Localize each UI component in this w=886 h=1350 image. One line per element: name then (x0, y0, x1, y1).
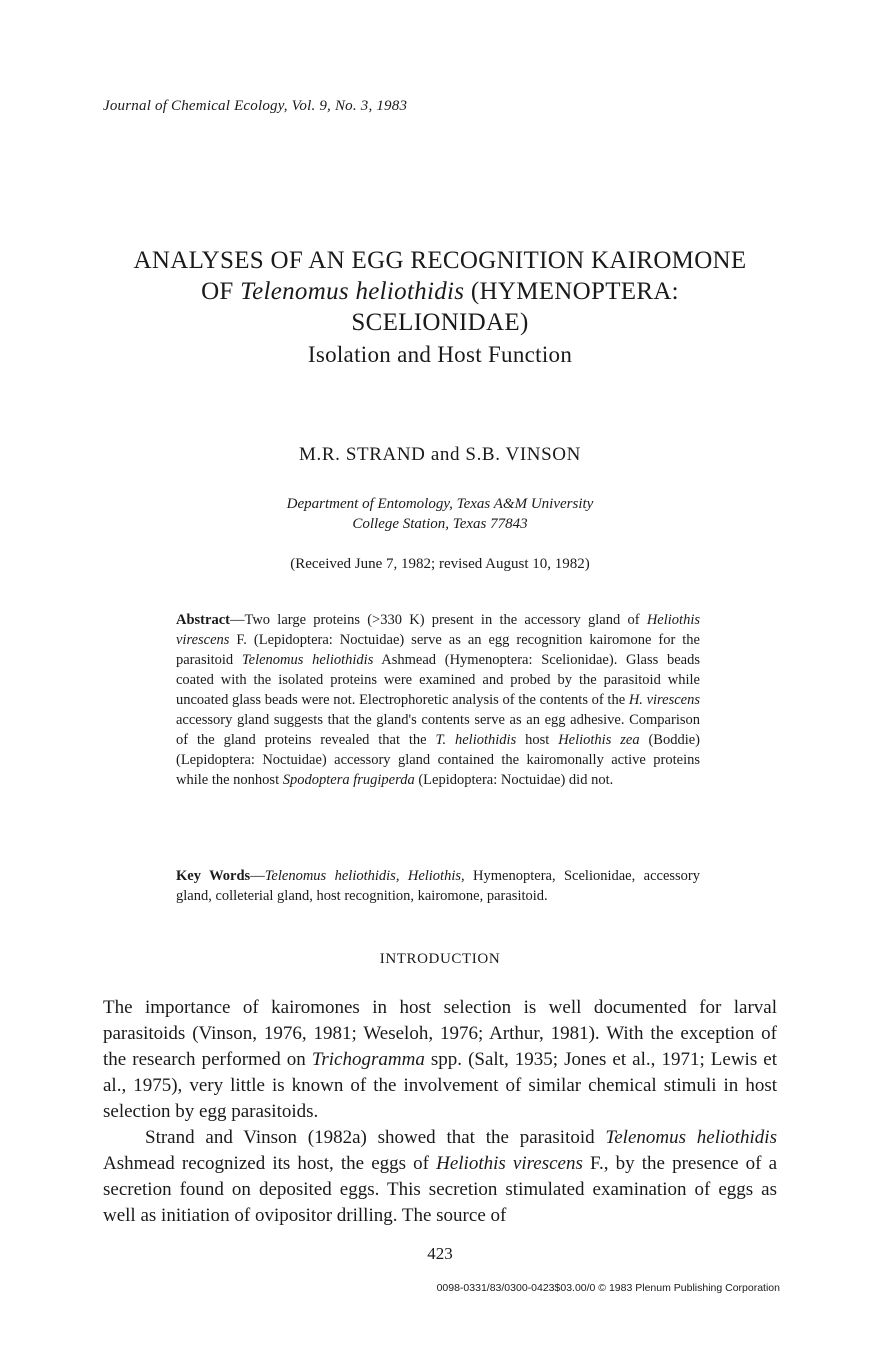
article-subtitle: Isolation and Host Function (307, 342, 573, 367)
abstract-text: F. (Lepidoptera: Noctuidae) serve as an egg recognition kairomone for the parasitoid (176, 632, 700, 668)
affiliation-line-2: College Station, Texas 77843 (352, 516, 528, 532)
paragraph-text: Strand and Vinson (1982a) showed that the parasitoid (145, 1127, 606, 1148)
paragraph-species: Telenomus heliothidis (605, 1127, 777, 1148)
abstract-species: Heliothis zea (558, 732, 640, 748)
abstract-species: Spodoptera frugiperda (282, 772, 415, 788)
article-title (60, 245, 820, 370)
abstract-text: host (516, 732, 559, 748)
introduction-body (103, 995, 777, 1229)
journal-citation: Journal of Chemical Ecology, Vol. 9, No. 3, 1983 (103, 98, 408, 114)
page-number: 423 (427, 1244, 453, 1263)
affiliation-line-1: Department of Entomology, Texas A&M University (286, 496, 594, 512)
title-line-2-prefix: OF (201, 278, 241, 305)
abstract-species: Heliothis virescens (176, 612, 700, 648)
abstract (176, 610, 700, 790)
key-words-dash: — (250, 868, 265, 884)
key-words-label: Key Words (176, 868, 251, 884)
paragraph-text: Ashmead recognized its host, the eggs of (103, 1153, 437, 1174)
affiliation (0, 494, 880, 534)
paragraph-text: F., by the presence of a secretion found on deposited eggs. This secretion stimulated examination of eggs as well as initiation of ovipositor drilling. The source of (103, 1153, 777, 1226)
abstract-text: —Two large proteins (>330 K) present in the accessory gland of (229, 612, 647, 628)
abstract-species: Telenomus heliothidis (241, 652, 374, 668)
authors: M.R. STRAND and S.B. VINSON (299, 444, 581, 465)
section-heading: INTRODUCTION (379, 951, 501, 967)
abstract-text: Ashmead (Hymenoptera: Scelionidae). Glass beads coated with the isolated proteins were examined and probed by the parasitoid while uncoated glass beads were not. Electrophoretic analysis of the contents of the (176, 652, 700, 708)
title-line-1: ANALYSES OF AN EGG RECOGNITION KAIROMONE (133, 247, 747, 274)
paragraph (103, 995, 777, 1125)
copyright-footer: 0098-0331/83/0300-0423$03.00/0 © 1983 Plenum Publishing Corporation (436, 1282, 780, 1294)
title-line-2-suffix: (HYMENOPTERA: (464, 278, 679, 305)
abstract-text: accessory gland suggests that the gland's contents serve as an egg adhesive. Comparison of the gland proteins revealed that the (176, 712, 700, 748)
title-line-2 (60, 276, 820, 307)
key-words-text: Hymenoptera, Scelionidae, accessory gland, colleterial gland, host recognition, kairomone, parasitoid. (176, 868, 701, 904)
abstract-label: Abstract (176, 612, 230, 628)
abstract-text: (Boddie) (Lepidoptera: Noctuidae) accessory gland contained the kairomonally active proteins while the nonhost (176, 732, 701, 788)
paragraph-text: spp. (Salt, 1935; Jones et al., 1971; Lewis et al., 1975), very little is known of the involvement of similar chemical stimuli in host selection by egg parasitoids. (103, 1049, 777, 1122)
key-words-species: Telenomus heliothidis, Heliothis, (264, 868, 465, 884)
abstract-species: H. virescens (628, 692, 700, 708)
abstract-species: T. heliothidis (435, 732, 517, 748)
title-species: Telenomus heliothidis (240, 278, 465, 305)
abstract-text: (Lepidoptera: Noctuidae) did not. (414, 772, 614, 788)
key-words (176, 866, 700, 906)
paragraph (103, 1125, 777, 1229)
received-dates: (Received June 7, 1982; revised August 10, 1982) (290, 556, 590, 572)
title-line-3: SCELIONIDAE) (351, 309, 529, 336)
paragraph-species: Heliothis virescens (436, 1153, 583, 1174)
paragraph-species: Trichogramma (311, 1049, 425, 1070)
paragraph-text: The importance of kairomones in host selection is well documented for larval parasitoids (Vinson, 1976, 1981; Weseloh, 1976; Arthur, 1981). With the exception of the research performed on (103, 997, 777, 1070)
